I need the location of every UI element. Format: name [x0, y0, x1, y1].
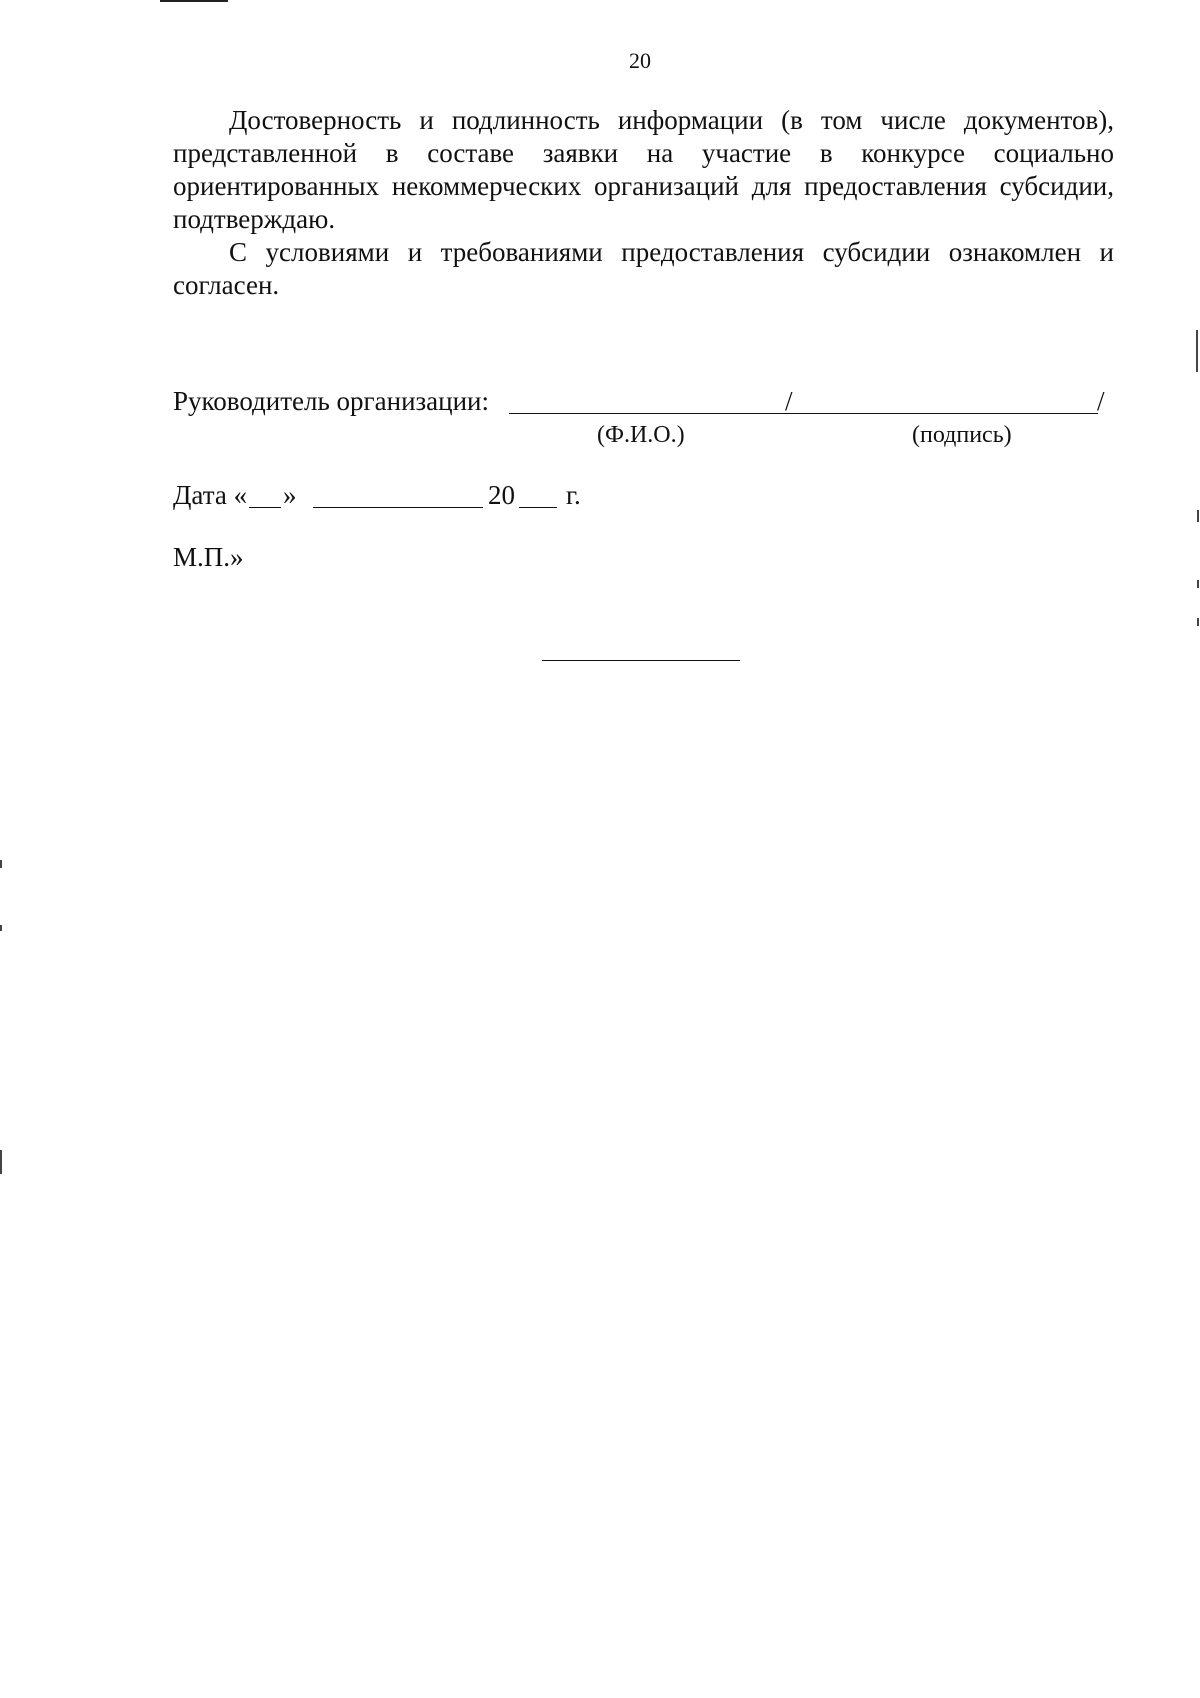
year-suffix: г.	[566, 480, 581, 510]
page-number: 20	[629, 48, 651, 73]
signature-line	[828, 413, 1098, 414]
declaration-text	[173, 104, 1114, 302]
paragraph-authenticity: Достоверность и подлинность информации (в том числе документов), представленной в составе заявки на участие в конкурсе социально ориентированных некоммерческих организаций для предоставления субсидии, подтверждаю.	[173, 105, 1114, 234]
date-label: Дата «	[173, 480, 248, 510]
scan-artifact-left-edge	[0, 860, 2, 868]
signature-label: Руководитель организации:	[173, 386, 490, 416]
stamp-place: М.П.»	[173, 542, 244, 572]
scan-artifact-right-edge-2	[1197, 510, 1199, 522]
paragraph-conditions: С условиями и требованиями предоставления субсидии ознакомлен и согласен.	[173, 237, 1114, 300]
scan-artifact-left-edge-3	[0, 1150, 2, 1174]
date-row	[173, 480, 793, 520]
year-line	[519, 507, 557, 508]
year-prefix: 20	[488, 480, 515, 510]
signature-caption: (подпись)	[912, 422, 1012, 448]
day-line	[249, 507, 281, 508]
scan-artifact-left-edge-2	[0, 925, 2, 931]
name-slash: /	[785, 386, 793, 416]
month-line	[313, 507, 483, 508]
scan-artifact-right-edge-3	[1197, 580, 1199, 588]
signature-slash: /	[1097, 386, 1105, 416]
scan-artifact-top	[160, 0, 228, 2]
scan-artifact-right-edge	[1196, 330, 1198, 372]
scan-artifact-right-edge-4	[1197, 618, 1199, 626]
date-close-quote: »	[283, 480, 297, 510]
document-end-line	[542, 660, 740, 661]
name-caption: (Ф.И.О.)	[597, 422, 685, 448]
signature-row	[173, 386, 1114, 448]
